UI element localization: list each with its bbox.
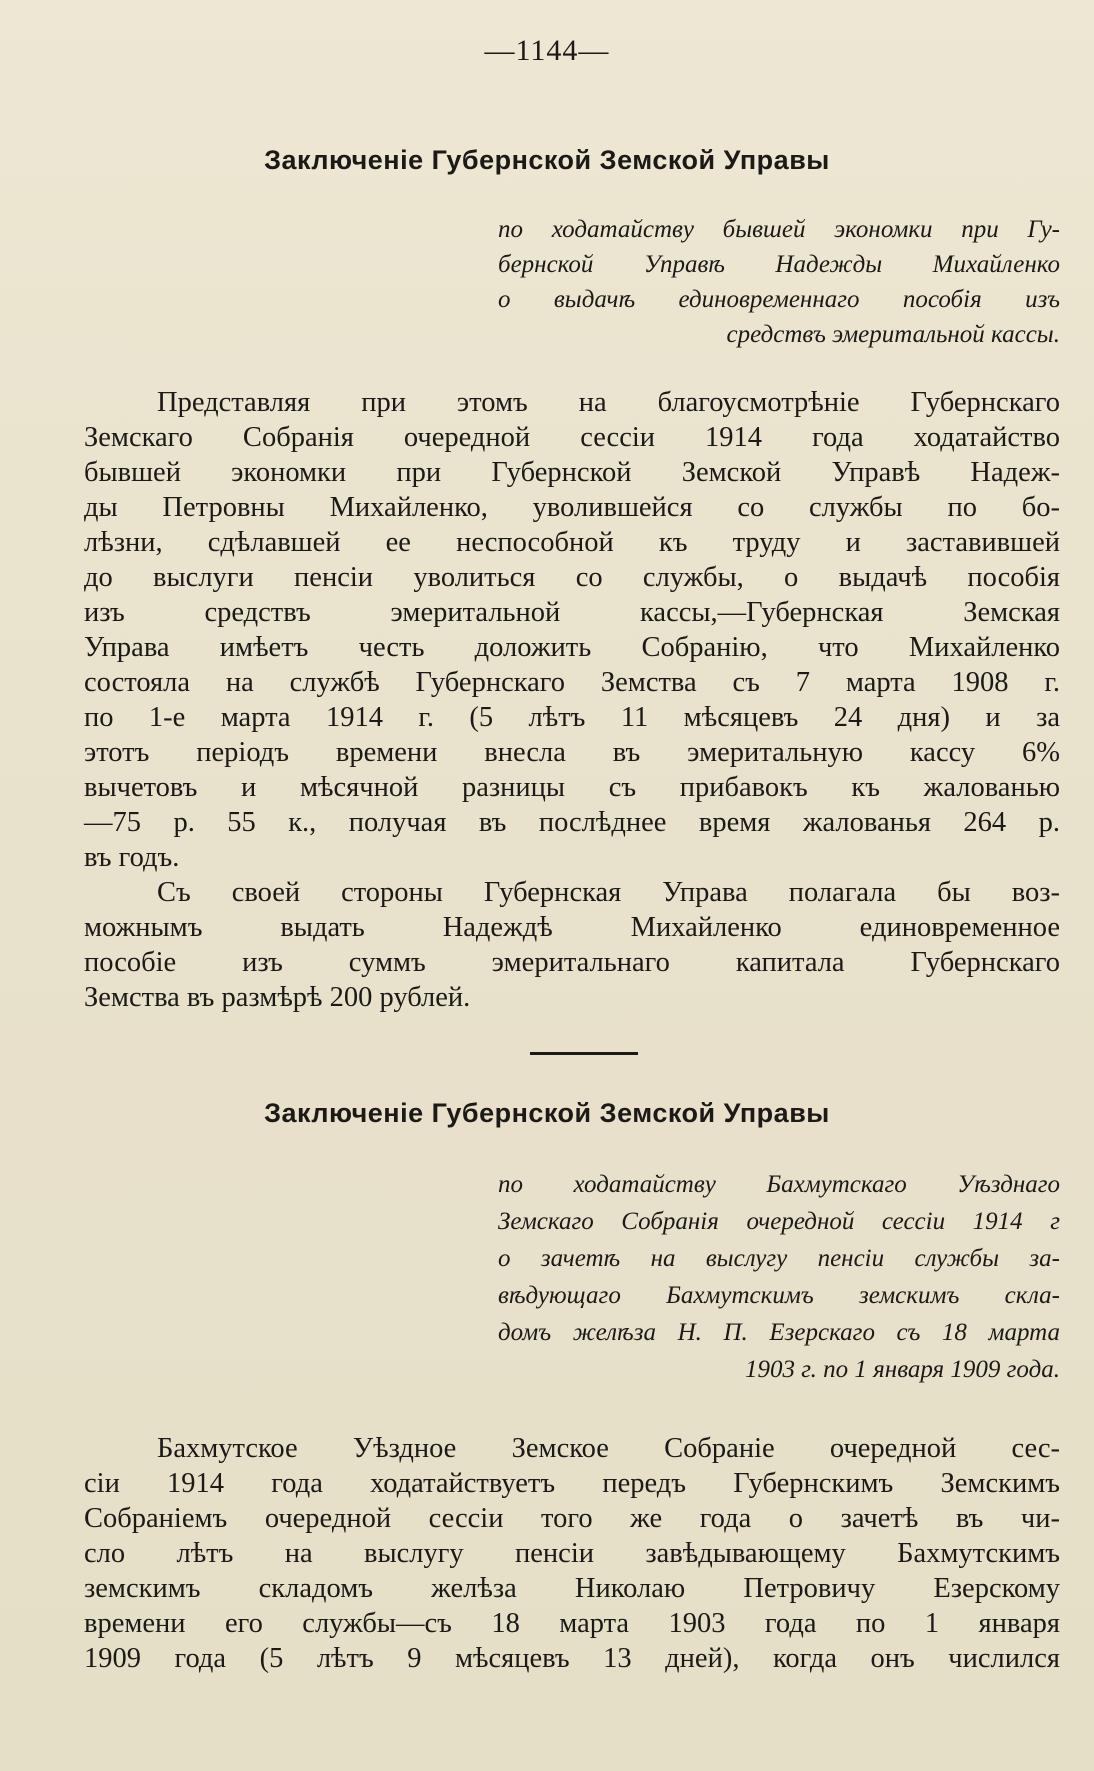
section1-body-line: состояла на службѣ Губернскаго Земства съ 7 марта 1908 г. — [84, 667, 1060, 698]
section2-subtitle-line: 1903 г. по 1 января 1909 года. — [745, 1356, 1060, 1383]
section1-subtitle-line: по ходатайству бывшей экономки при Гу- — [498, 216, 1060, 243]
section1-body-line: Земства въ размѣрѣ 200 рублей. — [84, 982, 471, 1013]
section1-body-line: бывшей экономки при Губернской Земской Управѣ Надеж- — [84, 457, 1060, 488]
page-number: —1144— — [484, 34, 610, 67]
section1-body-line: Земскаго Собранія очередной сессіи 1914 года ходатайство — [84, 422, 1060, 453]
section2-body-line: Бахмутское Уѣздное Земское Собраніе очередной сес- — [157, 1433, 1060, 1464]
section1-body-line: въ годъ. — [84, 842, 180, 873]
section1-body-line: —75 р. 55 к., получая въ послѣднее время жалованья 264 р. — [84, 807, 1060, 838]
section2-body-line: времени его службы—съ 18 марта 1903 года по 1 января — [84, 1608, 1060, 1639]
section1-body-line: этотъ періодъ времени внесла въ эмеритальную кассу 6% — [84, 737, 1060, 768]
section2-body-line: сло лѣтъ на выслугу пенсіи завѣдывающему Бахмутскимъ — [84, 1538, 1060, 1569]
section1-body-line: по 1-е марта 1914 г. (5 лѣтъ 11 мѣсяцевъ 24 дня) и за — [84, 702, 1060, 733]
section2-subtitle-line: вѣдующаго Бахмутскимъ земскимъ скла- — [498, 1282, 1060, 1309]
section1-subtitle-line: средствъ эмеритальной кассы. — [726, 321, 1060, 348]
section2-subtitle-line: по ходатайству Бахмутскаго Уѣзднаго — [498, 1171, 1060, 1198]
section2-body-line: земскимъ складомъ желѣза Николаю Петровичу Езерскому — [84, 1573, 1060, 1604]
section2-body — [84, 1431, 1060, 1676]
section1-body-line: вычетовъ и мѣсячной разницы съ прибавокъ къ жалованью — [84, 772, 1060, 803]
section2-subtitle — [498, 1166, 1060, 1388]
section1-body-line: ды Петровны Михайленко, уволившейся со службы по бо- — [84, 492, 1060, 523]
section1-body-line: лѣзни, сдѣлавшей ее неспособной къ труду и заставившей — [84, 527, 1060, 558]
section1-body-line: Представляя при этомъ на благоусмотрѣніе Губернскаго — [157, 387, 1060, 418]
section1-body-line: Управа имѣетъ честь доложить Собранію, что Михайленко — [84, 632, 1060, 663]
section2-subtitle-line: о зачетѣ на выслугу пенсіи службы за- — [498, 1245, 1060, 1272]
section1-body-line: пособіе изъ суммъ эмеритальнаго капитала Губернскаго — [84, 947, 1060, 978]
section1-heading: Заключеніе Губернской Земской Управы — [264, 145, 830, 175]
section-divider — [530, 1052, 638, 1055]
section2-body-line: Собраніемъ очередной сессіи того же года о зачетѣ въ чи- — [84, 1503, 1060, 1534]
section2-subtitle-line: домъ желѣза Н. П. Езерскаго съ 18 марта — [498, 1319, 1060, 1346]
section2-subtitle-line: Земскаго Собранія очередной сессіи 1914 г — [498, 1208, 1060, 1235]
section1-body — [84, 385, 1060, 1015]
section1-body-line: до выслуги пенсіи уволиться со службы, о выдачѣ пособія — [84, 562, 1060, 593]
section2-body-line: 1909 года (5 лѣтъ 9 мѣсяцевъ 13 дней), когда онъ числился — [84, 1643, 1060, 1674]
section1-subtitle-line: о выдачѣ единовременнаго пособія изъ — [498, 286, 1060, 313]
section1-body-line: Съ своей стороны Губернская Управа полагала бы воз- — [157, 877, 1060, 908]
section1-subtitle — [498, 212, 1060, 352]
section2-body-line: сіи 1914 года ходатайствуетъ передъ Губернскимъ Земскимъ — [84, 1468, 1060, 1499]
section1-subtitle-line: бернской Управѣ Надежды Михайленко — [498, 251, 1060, 278]
section1-body-line: изъ средствъ эмеритальной кассы,—Губернская Земская — [84, 597, 1060, 628]
section2-heading: Заключеніе Губернской Земской Управы — [264, 1098, 830, 1128]
section1-body-line: можнымъ выдать Надеждѣ Михайленко единовременное — [84, 912, 1060, 943]
